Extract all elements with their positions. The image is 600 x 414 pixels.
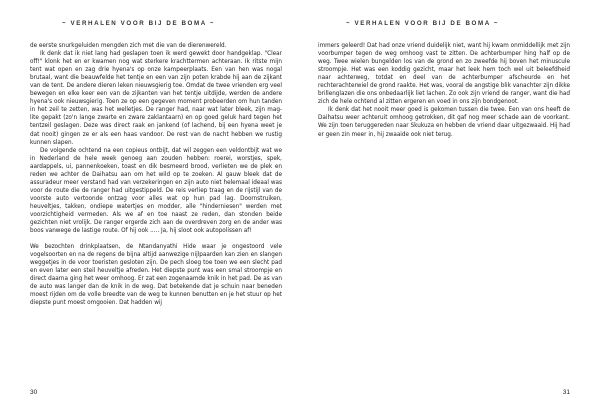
- paragraph: Ik denk dat ik niet lang had geslapen toen ik werd gewekt door handgeklap. "Clear off!" klonk het en er kwamen nog wat sterkere krachttermen achteraan. Ik ritste mijn tent wat open en zag drie hyena's op onze kampeerplaats. Een van hen was nogal brutaal, want die beauwfelde het tentje en een van zijn poten krabde hij aan de zijkant van de tent. De andere dieren leken nieuwsgierig toe. Omdat de twee vrienden erg veel bewegen en elke keer een van de zijkanten van het tentje uitdijde, werden de andere hyena's ook nieuwsgierig. Toen ze op een gegeven moment probeerden om hun tanden in het zeil te zetten, was het welletjes. De ranger had, naar wat later bleek, zijn mag-lite gepakt (zo'n lange zwarte en zware zaklantaarn) en op goed geluk hard tegen het tentzeil geslagen. Deze was direct raak en jankend (of lachend, bij een hyena weet je dat nooit) gingen ze er als een haas vandoor. De rest van de nacht hebben we rustig kunnen slapen.: [30, 51, 282, 146]
- page-number-right: 31: [562, 389, 570, 396]
- running-header-left: ~ VERHALEN VOOR BIJ DE BOMA ~: [62, 20, 216, 27]
- right-page-body: [318, 42, 570, 139]
- paragraph: We bezochten drinkplaatsen, de Ntandanyathi Hide waar je ongestoord vele vogelsoorten en na de regens de bijna altijd aanwezige nijlpaarden kan zien en slangen weggetjes in de voor toeristen gesloten zijn. De pech sloeg toe toen we een slecht pad en even later een steil heuveltje afreden. Het diepste punt was een smal stroompje en direct daarna ging het weer omhoog. Er zat een zogenaamde knik in het pad. De as van de auto was langer dan de knik in de weg. Dat betekende dat je schuin naar beneden moest rijden om de volle breedte van de weg te kunnen benutten en je het stuur op het diepste punt moest omgooien. Dat hadden wij: [30, 244, 282, 307]
- paragraph: Ik denk dat het nooit meer goed is gekomen tussen die twee. Een van ons heeft de Daihatsu weer achteruit omhoog getrokken, dit gaf nog meer schade aan de voorkant. We zijn toen teruggereden naar Skukuza en hebben de vriend daar uitgezwaaid. Hij had er geen zin meer in, hij zwaaide ook niet terug.: [318, 107, 570, 138]
- paragraph: immers geleerd! Dat had onze vriend duidelijk niet, want hij kwam onmiddellijk met zijn voorbumper tegen de weg omhoog vast te zitten. De achterbumper hing half op de weg. Twee wielen bungelden los van de grond en zo zweefde hij boven het minuscule stroompje. Het was een koddig gezicht, maar het leek hem toch wel uit beleefdheid naar achterweg, totdat en deel van de achterbumper afscheurde en het rechterachterwiel de grond raakte. Het was, vooral de angstige blik vanachter zijn dikke brillenglazen die ons onbedaarlijk liet lachen. Zo ook zijn vriend de ranger, want die had zich de hele ochtend al zitten ergeren en voed in ons zijn bondgenoot.: [318, 43, 570, 106]
- right-page: [300, 0, 600, 414]
- page-number-left: 30: [30, 389, 38, 396]
- paragraph: De volgende ochtend na een copieus ontbijt, dat wil zeggen een veldontbijt wat we in Nederland de hele week genoeg aan zouden hebben: roerei, worstjes, spek, aardappels, ui, pannenkoeken, toast en dik besmeerd brood, verlieten we de plek en reden we achter de Daihatsu aan om het wild op te zoeken. Al gauw bleek dat de assuradeur meer verstand had van verzekeringen en zijn auto niet helemaal ideaal was voor de route die de ranger had uitgestippeld. De reis verliep traag en de rijstijl van de voorste auto vertoonde ontzag voor alles wat op hun pad lag. Doornstruiken, heuveltjes, takken, ondiepe watertjes en modder, alle "hinderniesen" werden met voorzichtigheid vermeden. Als we af en toe naast ze reden, dan stonden beide gezichten niet vrolijk. De ranger ergerde zich aan de overdreven zorg en de ander was boos vanwege de lastige route. Of hij ook ..... Ja, hij sloot ook autopolissen af!: [30, 147, 282, 235]
- running-header-right: ~ VERHALEN VOOR BIJ DE BOMA ~: [346, 20, 500, 27]
- left-page-body: [30, 42, 282, 308]
- paragraph: de eerste snurkgeluiden mengden zich met die van de dierenwereld.: [30, 43, 227, 49]
